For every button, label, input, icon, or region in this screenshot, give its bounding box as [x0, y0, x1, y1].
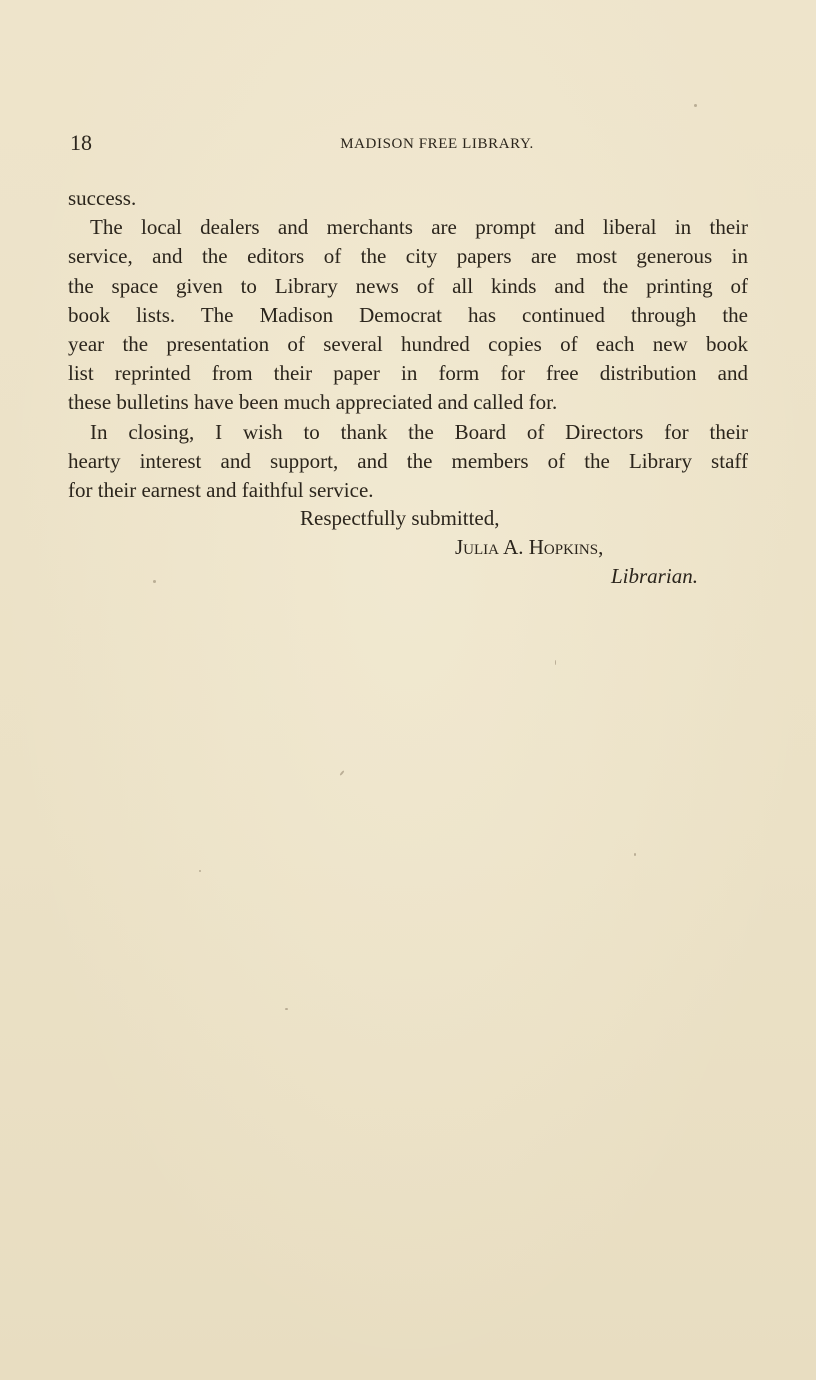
closing-salutation: Respectfully submitted, — [300, 506, 500, 530]
signer-name: Julia A. Hopkins, — [455, 535, 604, 559]
text-line: year the presentation of several hundred copies of each new book — [68, 331, 748, 356]
text-line: hearty interest and support, and the members of the Library staff — [68, 448, 748, 473]
paper-speck — [694, 104, 697, 107]
paper-speck — [199, 870, 201, 872]
text-line: these bulletins have been much appreciated and called for. — [68, 390, 558, 415]
signer-role: Librarian. — [611, 564, 698, 588]
paper-speck — [153, 580, 156, 583]
running-head — [70, 128, 746, 158]
text-line: book lists. The Madison Democrat has continued through the — [68, 302, 748, 327]
body-text — [68, 184, 748, 505]
text-line: list reprinted from their paper in form for free distribution and — [68, 361, 748, 386]
text-line: service, and the editors of the city papers are most generous in — [68, 244, 748, 269]
text-line: for their earnest and faithful service. — [68, 477, 374, 502]
paper-speck — [339, 770, 344, 776]
running-title: MADISON FREE LIBRARY. — [340, 136, 534, 152]
text-line: In closing, I wish to thank the Board of Directors for their — [90, 419, 748, 444]
text-line: The local dealers and merchants are prompt and liberal in their — [90, 215, 748, 240]
text-line: success. — [68, 186, 137, 210]
page-number: 18 — [70, 130, 92, 155]
text-line: the space given to Library news of all kinds and the printing of — [68, 273, 748, 298]
paper-speck — [555, 660, 556, 665]
paper-speck — [285, 1008, 288, 1010]
paper-speck — [634, 853, 636, 856]
